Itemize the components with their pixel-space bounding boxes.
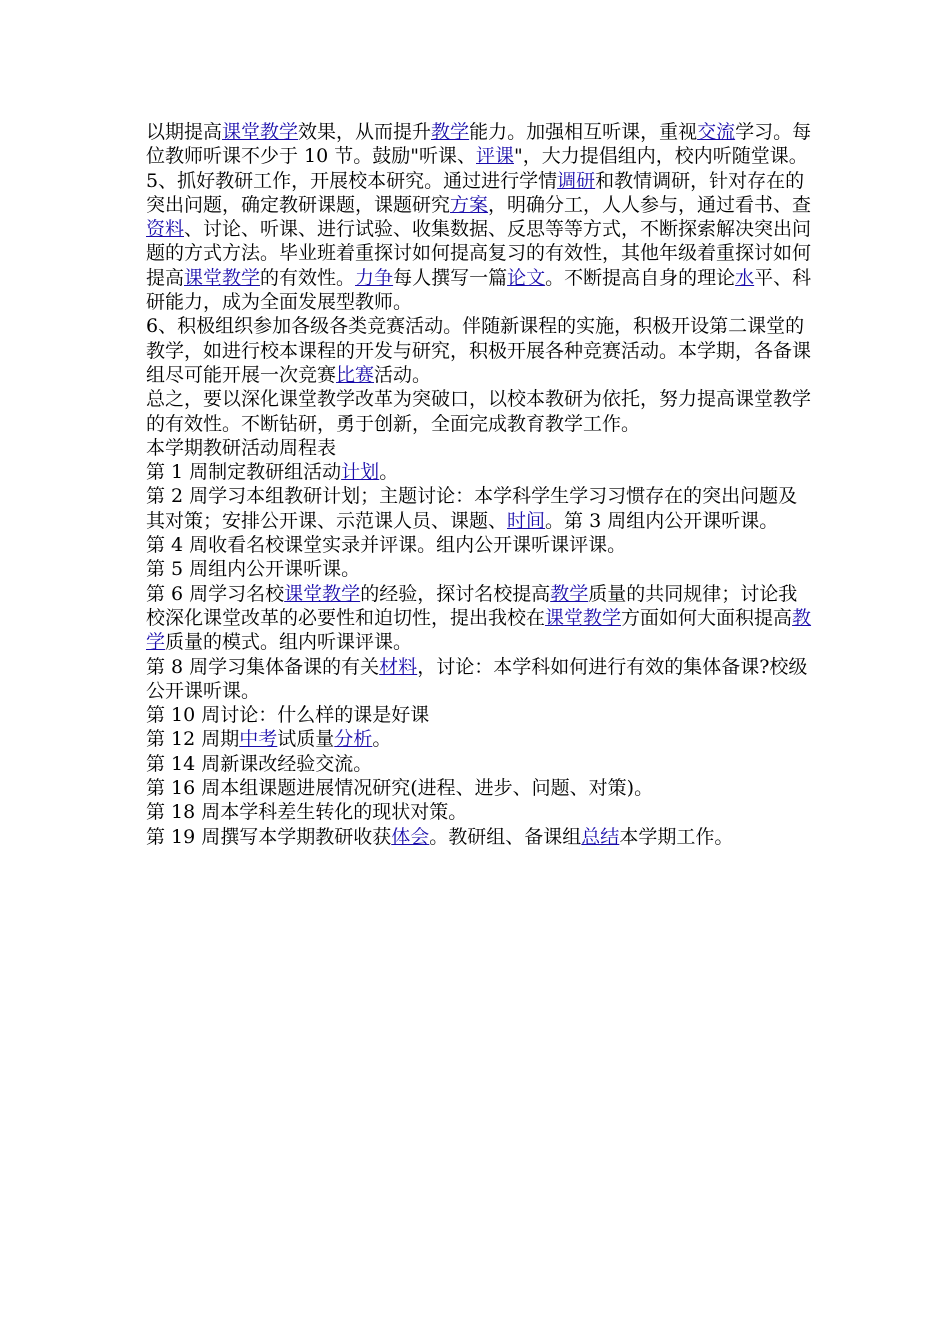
inline-link[interactable]: 教学 xyxy=(431,121,470,143)
inline-link[interactable]: 课堂教学 xyxy=(545,606,622,629)
text-run: 第 6 周学习名校 xyxy=(146,582,285,605)
paragraph xyxy=(146,703,816,727)
document-body xyxy=(146,120,816,849)
inline-link[interactable]: 论文 xyxy=(507,266,546,289)
paragraph xyxy=(146,460,816,484)
text-run: 第 2 周学习本组教研计划；主题讨论：本学科学生学习习惯存在的突出问题及其对策；安排公开课、示范课人员、课题、 xyxy=(146,485,798,532)
paragraph xyxy=(146,436,816,460)
text-run: 第 8 周学习集体备课的有关 xyxy=(146,655,380,678)
paragraph xyxy=(146,776,816,800)
text-run: 5、抓好教研工作，开展校本研究。通过进行学情 xyxy=(146,169,558,192)
text-run: 平、科研能力，成为全面发展型教师。 xyxy=(146,266,812,314)
text-run: 学习。每位教师听课不少于 10 节。鼓励"听课、 xyxy=(146,121,812,168)
paragraph xyxy=(146,727,816,751)
text-run: 6、积极组织参加各级各类竞赛活动。伴随新课程的实施，积极开设第二课堂的教学，如进行校本课程的开发与研究，积极开展各种竞赛活动。本学期，各备课组尽可能开展一次竞赛 xyxy=(146,315,812,386)
text-run: 第 1 周制定教研组活动 xyxy=(146,461,342,484)
text-run: 总之，要以深化课堂教学改革为突破口，以校本教研为依托，努力提高课堂教学的有效性。不断钻研，勇于创新，全面完成教育教学工作。 xyxy=(146,388,812,435)
text-run: ，明确分工，人人参与，通过看书、查 xyxy=(488,193,812,216)
text-run: 第 14 周新课改经验交流。 xyxy=(146,752,373,775)
text-run: "，大力提倡组内，校内听随堂课。 xyxy=(514,145,808,168)
inline-link[interactable]: 课堂教学 xyxy=(222,121,299,143)
text-run: 第 5 周组内公开课听课。 xyxy=(146,558,361,581)
text-run: 的经验，探讨名校提高 xyxy=(360,582,551,605)
paragraph xyxy=(146,825,816,849)
text-run: 第 10 周讨论：什么样的课是好课 xyxy=(146,704,430,727)
inline-link[interactable]: 总结 xyxy=(581,825,620,848)
inline-link[interactable]: 教学 xyxy=(146,606,812,654)
text-run: 效果，从而提升 xyxy=(298,121,432,143)
text-run: 。教研组、备课组 xyxy=(429,825,582,848)
text-run: 第 12 周期 xyxy=(146,728,240,751)
inline-link[interactable]: 材料 xyxy=(379,655,418,678)
text-run: 第 4 周收看名校课堂实录并评课。组内公开课听课评课。 xyxy=(146,534,627,557)
text-run: 。 xyxy=(379,461,399,484)
text-run: 质量的共同规律；讨论我校深化课堂改革的必要性和迫切性，提出我校在 xyxy=(146,582,798,629)
inline-link[interactable]: 评课 xyxy=(476,145,515,168)
inline-link[interactable]: 方案 xyxy=(450,193,489,216)
text-run: 每人撰写一篇 xyxy=(393,266,508,289)
inline-link[interactable]: 资料 xyxy=(146,218,185,241)
inline-link[interactable]: 中考 xyxy=(239,728,278,751)
text-run: 。第 3 周组内公开课听课。 xyxy=(545,509,779,532)
text-run: 活动。 xyxy=(374,363,432,386)
inline-link[interactable]: 时间 xyxy=(507,509,546,532)
paragraph xyxy=(146,582,816,655)
text-run: 第 19 周撰写本学期教研收获 xyxy=(146,825,392,848)
text-run: 本学期工作。 xyxy=(619,825,734,848)
paragraph xyxy=(146,120,816,169)
text-run: 的有效性。 xyxy=(260,266,356,289)
text-run: 能力。加强相互听课，重视 xyxy=(469,121,698,143)
inline-link[interactable]: 比赛 xyxy=(336,363,375,386)
paragraph xyxy=(146,752,816,776)
inline-link[interactable]: 计划 xyxy=(341,461,380,484)
paragraph xyxy=(146,484,816,533)
text-run: 质量的模式。组内听课评课。 xyxy=(165,631,413,654)
paragraph xyxy=(146,533,816,557)
text-run: 以期提高 xyxy=(146,121,223,143)
inline-link[interactable]: 水 xyxy=(735,266,755,289)
inline-link[interactable]: 分析 xyxy=(334,728,373,751)
text-run: 本学期教研活动周程表 xyxy=(146,436,337,459)
paragraph xyxy=(146,557,816,581)
text-run: 。 xyxy=(372,728,392,751)
paragraph xyxy=(146,314,816,387)
text-run: 。不断提高自身的理论 xyxy=(545,266,736,289)
paragraph xyxy=(146,387,816,436)
inline-link[interactable]: 课堂教学 xyxy=(184,266,261,289)
paragraph xyxy=(146,169,816,315)
text-run: 第 16 周本组课题进展情况研究(进程、进步、问题、对策)。 xyxy=(146,777,654,800)
paragraph xyxy=(146,655,816,704)
text-run: 第 18 周本学科差生转化的现状对策。 xyxy=(146,801,468,824)
inline-link[interactable]: 交流 xyxy=(697,121,736,143)
inline-link[interactable]: 调研 xyxy=(557,169,596,192)
text-run: ，讨论：本学科如何进行有效的集体备课?校级公开课听课。 xyxy=(146,655,808,702)
inline-link[interactable]: 教学 xyxy=(550,582,589,605)
text-run: 试质量 xyxy=(277,728,335,751)
text-run: 、讨论、听课、进行试验、收集数据、反思等等方式，不断探索解决突出问题的方式方法。毕业班着重探讨如何提高复习的有效性，其他年级着重探讨如何提高 xyxy=(146,218,812,289)
text-run: 方面如何大面积提高 xyxy=(621,606,793,629)
inline-link[interactable]: 课堂教学 xyxy=(284,582,361,605)
inline-link[interactable]: 体会 xyxy=(391,825,430,848)
inline-link[interactable]: 力争 xyxy=(355,266,394,289)
paragraph xyxy=(146,800,816,824)
text-run: 和教情调研，针对存在的突出问题，确定教研课题，课题研究 xyxy=(146,169,805,216)
